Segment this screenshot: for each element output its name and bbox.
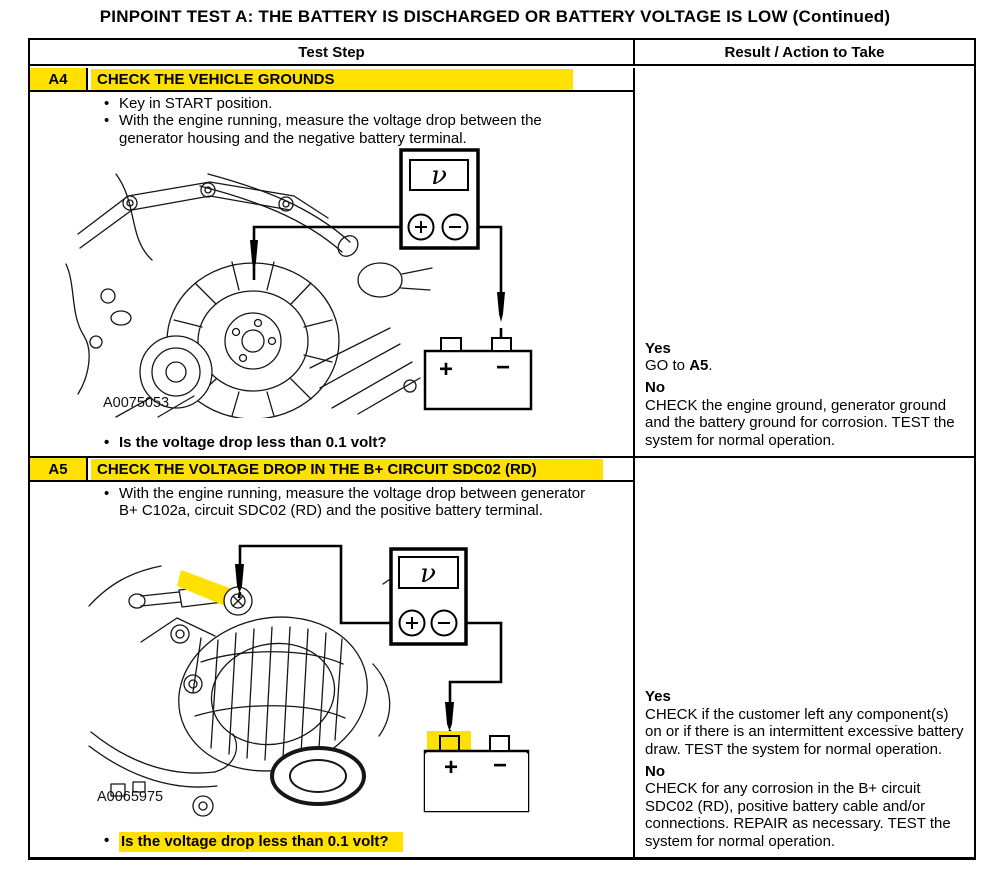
- answer-yes-label: Yes: [645, 688, 671, 706]
- test-probe-icon: [497, 292, 505, 322]
- voltmeter: [401, 150, 478, 248]
- battery-negative-post: [490, 736, 509, 751]
- question-text: Is the voltage drop less than 0.1 volt?: [119, 434, 387, 451]
- engine-illustration: [89, 562, 435, 816]
- voltmeter-display-label: ν: [420, 559, 436, 589]
- test-id-a5: A5: [30, 458, 88, 480]
- bullet-icon: •: [104, 832, 110, 849]
- step-text: Key in START position.: [119, 95, 273, 112]
- question-text: Is the voltage drop less than 0.1 volt?: [119, 832, 403, 852]
- column-header-result: Result / Action to Take: [724, 43, 885, 61]
- answer-yes-action: GO to A5.: [645, 356, 713, 374]
- battery: [425, 731, 528, 811]
- figure-label-a4: A0075053: [103, 395, 170, 411]
- bullet-icon: •: [104, 112, 110, 130]
- battery-plus-label: +: [443, 754, 459, 781]
- answer-yes-label: Yes: [645, 339, 671, 357]
- bullet-icon: •: [104, 95, 110, 112]
- test-heading-cell-a5: [88, 458, 633, 480]
- test-heading-a5: CHECK THE VOLTAGE DROP IN THE B+ CIRCUIT SDC02 (RD): [91, 459, 603, 480]
- figure-label-a5: A0065975: [97, 789, 164, 805]
- test-probe-icon: [445, 702, 454, 731]
- test-step-cell-a4: [30, 68, 635, 456]
- result-cell-a5: [635, 458, 974, 857]
- step-text: With the engine running, measure the voltage drop between generator B+ C102a, circuit SDC02 (RD) and the positive battery terminal.: [119, 485, 586, 520]
- step-item: [104, 485, 596, 520]
- highlight-battery-positive: [427, 731, 471, 753]
- bullet-icon: •: [104, 485, 110, 502]
- voltmeter-display-label: ν: [431, 161, 447, 191]
- test-heading-cell-a4: [88, 68, 633, 90]
- test-heading-a4: CHECK THE VEHICLE GROUNDS: [91, 69, 573, 90]
- figure-a4: [58, 146, 540, 418]
- goto-step-ref: A5: [689, 356, 709, 374]
- figure-a5: [83, 544, 545, 828]
- step-text: With the engine running, measure the voltage drop between the generator housing and the negative battery terminal.: [119, 112, 542, 147]
- test-id-a4: A4: [30, 68, 88, 90]
- test-steps-a4: [104, 95, 596, 147]
- question-a4: [104, 434, 387, 451]
- table-header-row: [30, 40, 974, 66]
- battery-plus-label: +: [438, 356, 454, 383]
- test-probe-icon: [250, 240, 258, 270]
- generator-b-plus-terminal: [224, 587, 252, 615]
- engine-voltmeter-battery-illustration-a5: [83, 544, 545, 828]
- engine-illustration: [66, 174, 432, 418]
- battery-minus-label: −: [495, 354, 511, 381]
- test-content-a4: [30, 92, 633, 456]
- result-cell-a4: [635, 68, 974, 456]
- column-header-test-step: Test Step: [30, 40, 635, 64]
- battery-negative-post: [492, 338, 511, 351]
- answer-no-label: No: [645, 379, 665, 397]
- bullet-icon: •: [104, 434, 110, 451]
- battery: [425, 338, 531, 409]
- answer-no-action: CHECK for any corrosion in the B+ circuit SDC02 (RD), positive battery cable and/or connections. REPAIR as necessary. TEST the system for normal operation.: [645, 780, 951, 850]
- step-item: [104, 95, 596, 112]
- test-subheader-a5: [30, 458, 633, 482]
- step-item: [104, 112, 596, 147]
- test-subheader-a4: [30, 68, 633, 92]
- test-content-a5: [30, 482, 633, 857]
- engine-voltmeter-battery-illustration-a4: [58, 146, 540, 418]
- answer-no-label: No: [645, 762, 665, 780]
- page-title: PINPOINT TEST A: THE BATTERY IS DISCHARGED OR BATTERY VOLTAGE IS LOW (Continued): [99, 7, 891, 26]
- pinpoint-test-table: [28, 38, 976, 860]
- test-row-a5: [30, 458, 974, 857]
- battery-positive-post: [441, 338, 461, 351]
- voltmeter: [391, 549, 466, 644]
- battery-minus-label: −: [492, 752, 508, 779]
- test-steps-a5: [104, 485, 596, 520]
- question-a5: [104, 832, 403, 852]
- answer-no-action: CHECK the engine ground, generator ground and the battery ground for corrosion. TEST the system for normal operation.: [645, 396, 955, 449]
- test-row-a4: [30, 68, 974, 458]
- test-step-cell-a5: [30, 458, 635, 857]
- answer-yes-action: CHECK if the customer left any component(s) on or if there is an intermittent excessive battery draw. TEST the system for normal operation.: [645, 705, 964, 758]
